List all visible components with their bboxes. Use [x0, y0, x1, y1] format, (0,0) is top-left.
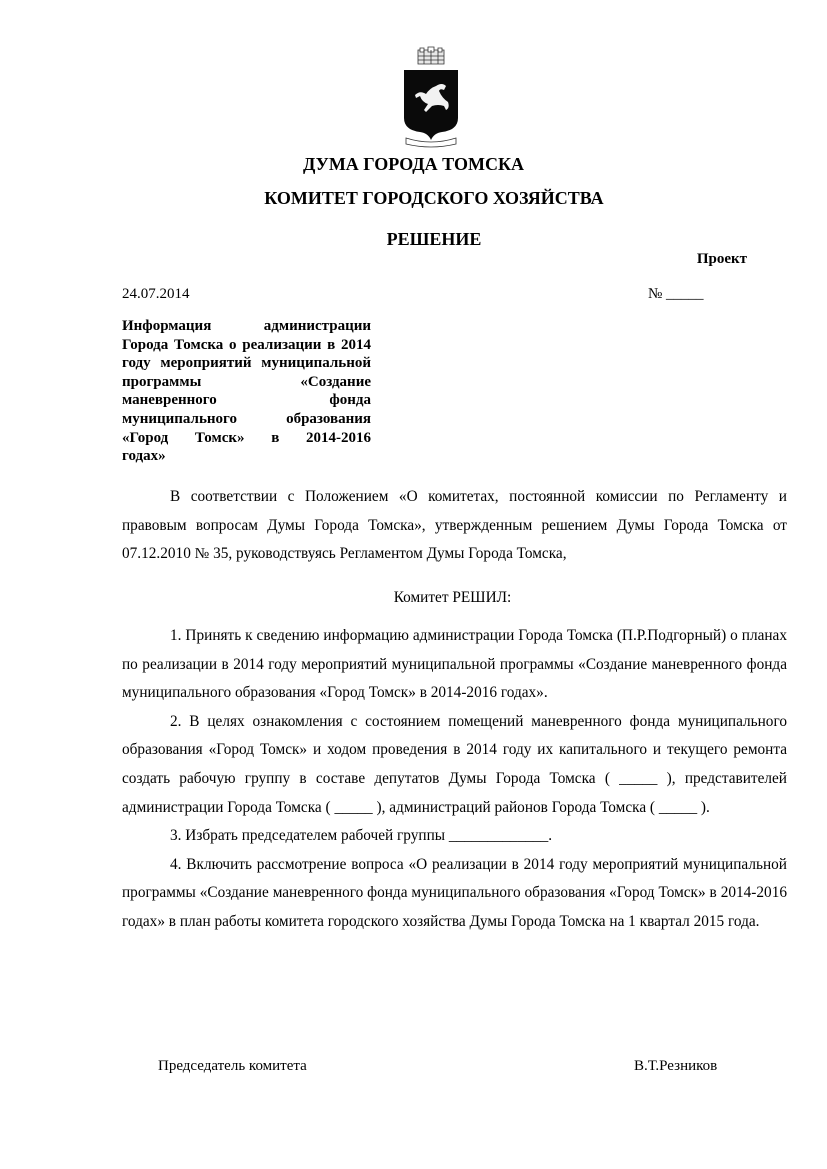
- document-number: № _____: [648, 286, 704, 302]
- organization-title: ДУМА ГОРОДА ТОМСКА: [303, 154, 524, 174]
- signature-name: В.Т.Резников: [634, 1058, 718, 1074]
- decision-item-3: 3. Избрать председателем рабочей группы _____________.: [170, 827, 553, 845]
- coat-of-arms-icon: [402, 46, 460, 150]
- decision-item-4: 4. Включить рассмотрение вопроса «О реализации в 2014 году мероприятий муниципальной программы «Создание маневренного фонда муниципального образования «Город Томск» в 2014-2016 годах» в план работы комитета городского хозяйства Думы Города Томска на 1 квартал 2015 года.: [122, 855, 787, 930]
- document-subject: [122, 317, 371, 466]
- document-type: РЕШЕНИЕ: [386, 229, 482, 249]
- subject-text: Информация администрации Города Томска о реализации в 2014 году мероприятий муниципальной программы «Создание маневренного фонда муниципального образования «Город Томск» в 2014-2016: [122, 318, 371, 446]
- preamble-paragraph: В соответствии с Положением «О комитетах, постоянной комиссии по Регламенту и правовым вопросам Думы Города Томска», утвержденным решением Думы Города Томска от 07.12.2010 № 35, руководствуясь Регламентом Думы Города Томска,: [122, 488, 787, 563]
- draft-label: Проект: [696, 251, 747, 267]
- subject-text-end: годах»: [122, 448, 166, 465]
- document-date: 24.07.2014: [122, 286, 190, 302]
- resolved-heading: Комитет РЕШИЛ:: [393, 589, 512, 606]
- decision-items: [122, 622, 787, 937]
- signature-position: Председатель комитета: [158, 1058, 307, 1074]
- decision-item-2: 2. В целях ознакомления с состоянием помещений маневренного фонда муниципального образования «Город Томск» и ходом проведения в 2014 году их капитального и текущего ремонта создать рабочую группу в составе депутатов Думы Города Томска ( _____ ), представителей администрации Города Томска ( _____ ), администраций районов Города Томска ( _____ ).: [122, 712, 787, 816]
- decision-item-1: 1. Принять к сведению информацию администрации Города Томска (П.Р.Подгорный) о планах по реализации в 2014 году мероприятий муниципальной программы «Создание маневренного фонда муниципального образования «Город Томск» в 2014-2016 годах».: [122, 627, 787, 702]
- committee-title: КОМИТЕТ ГОРОДСКОГО ХОЗЯЙСТВА: [264, 188, 604, 208]
